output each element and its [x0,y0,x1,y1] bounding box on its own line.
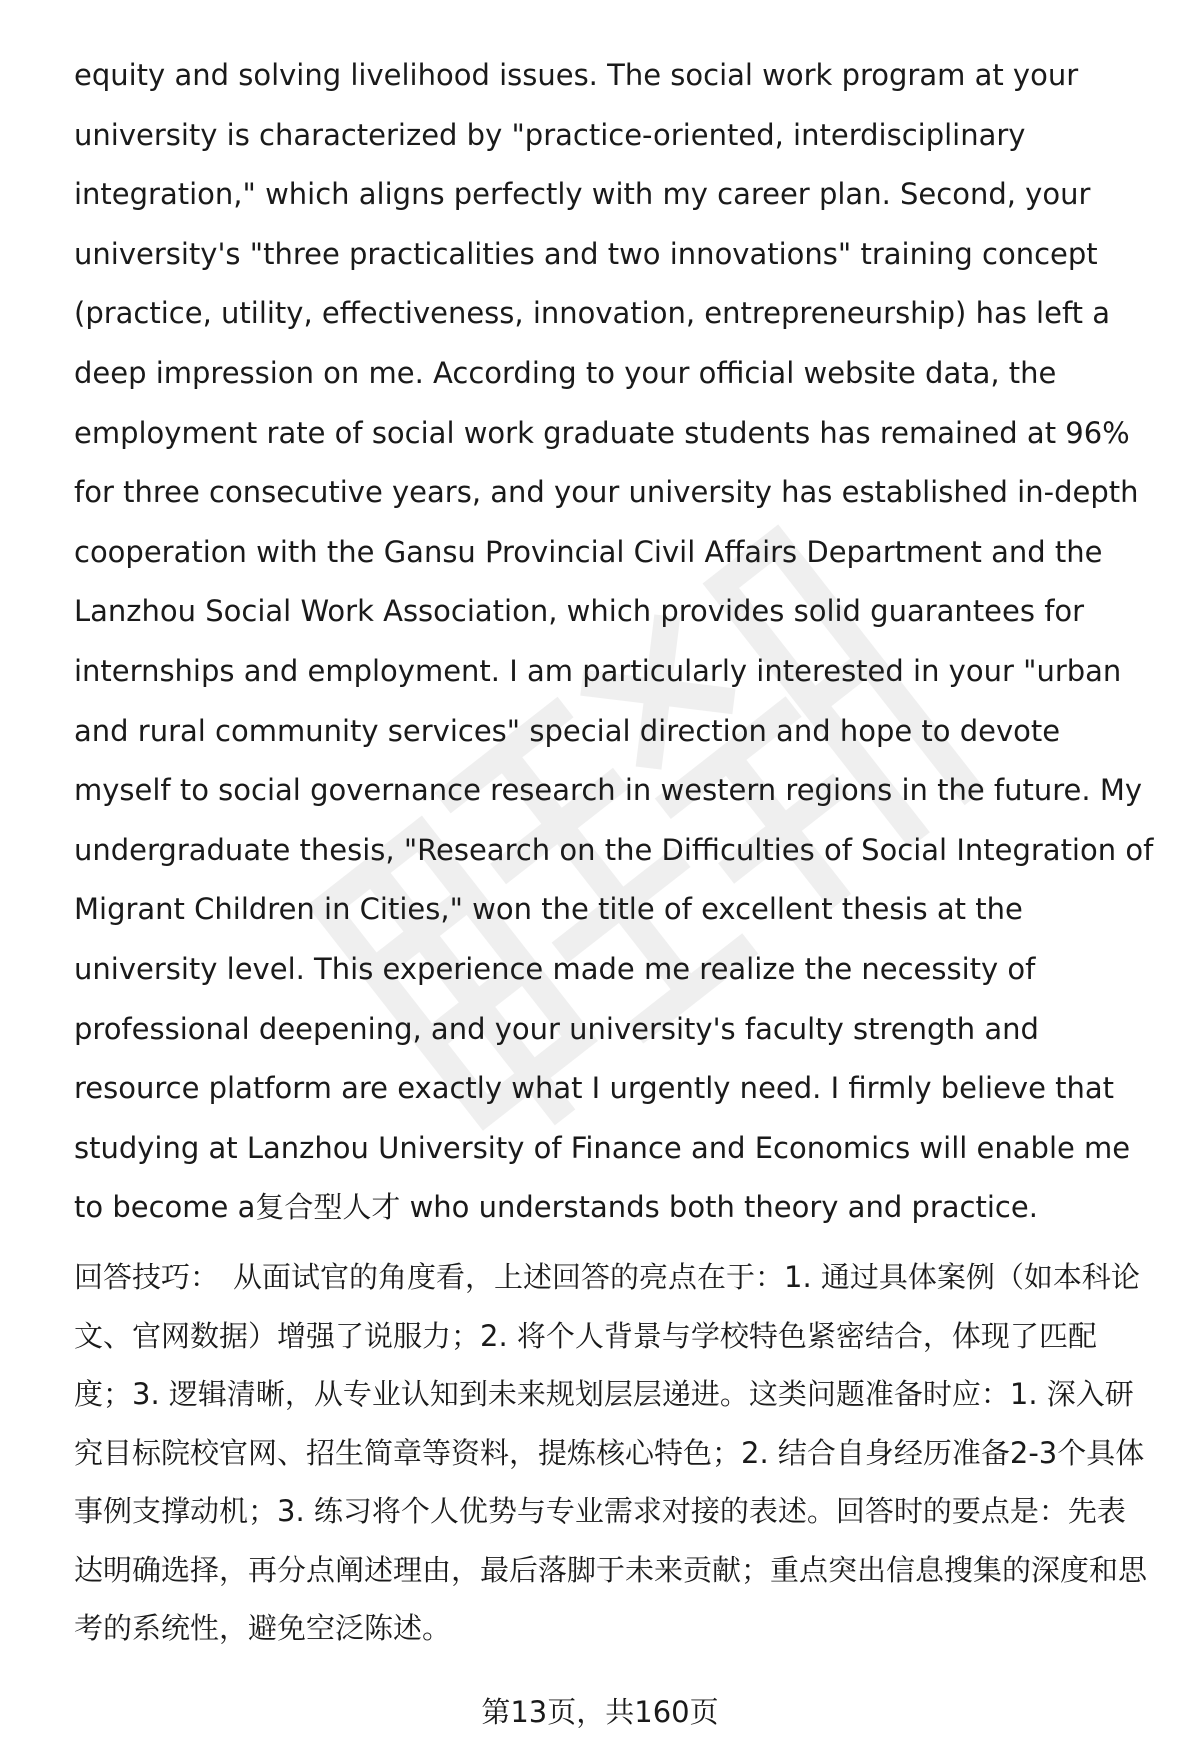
page-number-footer: 第13页，共160页 [481,1695,719,1729]
answer-paragraph: equity and solving livelihood issues. The social work program at your university is characterized by "practice-oriented, interdisciplinary integration," which aligns perfectly with my career plan. Second, your university's "three practicalities and two innovations" training concept (practice, utility, effectiveness, innovation, entrepreneurship) has left a deep impression on me. According to your official website data, the employment rate of social work graduate students has remained at 96% for three consecutive years, and your university has established in-depth cooperation with the Gansu Provincial Civil Affairs Department and the Lanzhou Social Work Association, which provides solid guarantees for internships and employment. I am particularly interested in your "urban and rural community services" special direction and hope to devote myself to social governance research in western regions in the future. My undergraduate thesis, "Research on the Difficulties of Social Integration of Migrant Children in Cities," won the title of excellent thesis at the university level. This experience made me realize the necessity of professional deepening, and your university's faculty strength and resource platform are exactly what I urgently need. I firmly believe that studying at Lanzhou University of Finance and Economics will enable me to become a复合型人才 who understands both theory and practice. [74,58,1154,1225]
answer-tips [74,1248,1154,1658]
tips-text: 从面试官的角度看，上述回答的亮点在于：1. 通过具体案例（如本科论文、官网数据）增强了说服力；2. 将个人背景与学校特色紧密结合，体现了匹配度；3. 逻辑清晰，从专业认知到未来规划层层递进。这类问题准备时应：1. 深入研究目标院校官网、招生简章等资料，提炼核心特色；2. 结合自身经历准备2-3个具体事例支撑动机；3. 练习将个人优势与专业需求对接的表述。回答时的要点是：先表达明确选择，再分点阐述理由，最后落脚于未来贡献；重点突出信息搜集的深度和思考的系统性，避免空泛陈述。 [74,1260,1148,1645]
tips-label: 回答技巧： [74,1260,220,1294]
